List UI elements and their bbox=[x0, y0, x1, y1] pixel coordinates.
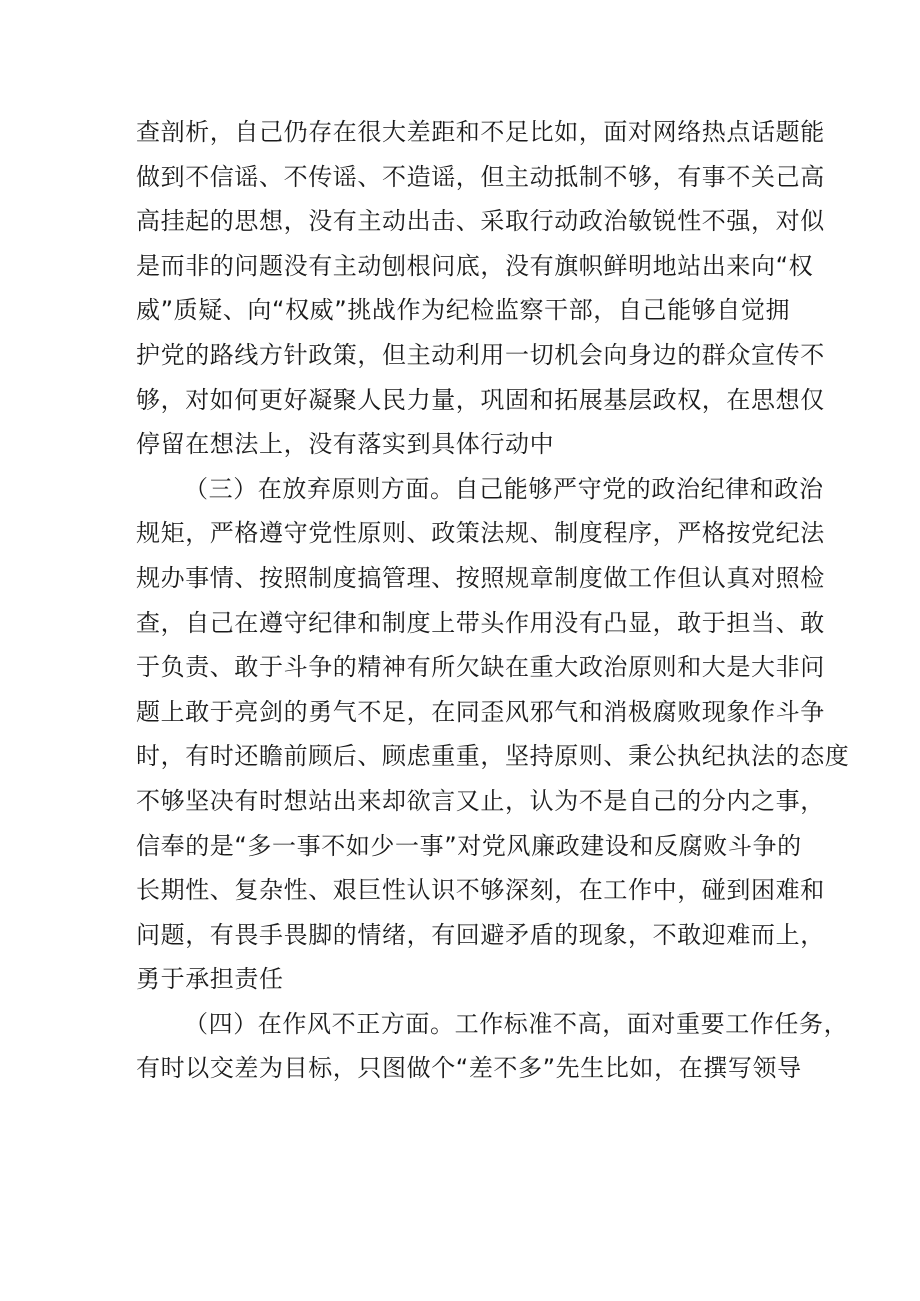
text-line: 有时以交差为目标，只图做个“差不多”先生比如，在撰写领导 bbox=[136, 1054, 802, 1083]
text-line: 够，对如何更好凝聚人民力量，巩固和拓展基层政权，在思想仅 bbox=[136, 385, 825, 414]
text-line: 威”质疑、向“权威”挑战作为纪检监察干部，自己能够自觉拥 bbox=[136, 296, 791, 325]
text-line: 高挂起的思想，没有主动出击、采取行动政治敏锐性不强，对似 bbox=[136, 207, 825, 236]
text-line: 护党的路线方针政策，但主动利用一切机会向身边的群众宣传不 bbox=[136, 340, 825, 369]
text-line: 于负责、敢于斗争的精神有所欠缺在重大政治原则和大是大非问 bbox=[136, 653, 825, 682]
text-line: （四）在作风不正方面。工作标准不高，面对重要工作任务， bbox=[184, 1009, 849, 1038]
text-line: 是而非的问题没有主动刨根问底，没有旗帜鲜明地站出来向“权 bbox=[136, 251, 814, 280]
text-line: 题上敢于亮剑的勇气不足，在同歪风邪气和消极腐败现象作斗争 bbox=[136, 697, 825, 726]
text-line: 停留在想法上，没有落实到具体行动中 bbox=[136, 430, 555, 459]
text-line: 勇于承担责任 bbox=[136, 965, 284, 994]
text-line: 长期性、复杂性、艰巨性认识不够深刻，在工作中，碰到困难和 bbox=[136, 876, 825, 905]
text-line: 查剖析，自己仍存在很大差距和不足比如，面对网络热点话题能 bbox=[136, 118, 825, 146]
text-line: 规矩，严格遵守党性原则、政策法规、制度程序，严格按党纪法 bbox=[136, 519, 825, 548]
text-line: 做到不信谣、不传谣、不造谣，但主动抵制不够，有事不关己高 bbox=[136, 162, 825, 191]
document-body bbox=[136, 110, 850, 1091]
text-line: 规办事情、按照制度搞管理、按照规章制度做工作但认真对照检 bbox=[136, 563, 825, 592]
text-line: 时，有时还瞻前顾后、顾虑重重，坚持原则、秉公执纪执法的态度 bbox=[136, 742, 850, 771]
text-line: 问题，有畏手畏脚的情绪，有回避矛盾的现象，不敢迎难而上， bbox=[136, 920, 825, 949]
text-line: 查，自己在遵守纪律和制度上带头作用没有凸显，敢于担当、敢 bbox=[136, 608, 825, 637]
text-line: （三）在放弃原则方面。自己能够严守党的政治纪律和政治 bbox=[184, 474, 824, 503]
text-line: 不够坚决有时想站出来却欲言又止，认为不是自己的分内之事， bbox=[136, 786, 825, 815]
text-line: 信奉的是“多一事不如少一事”对党风廉政建设和反腐败斗争的 bbox=[136, 831, 802, 860]
